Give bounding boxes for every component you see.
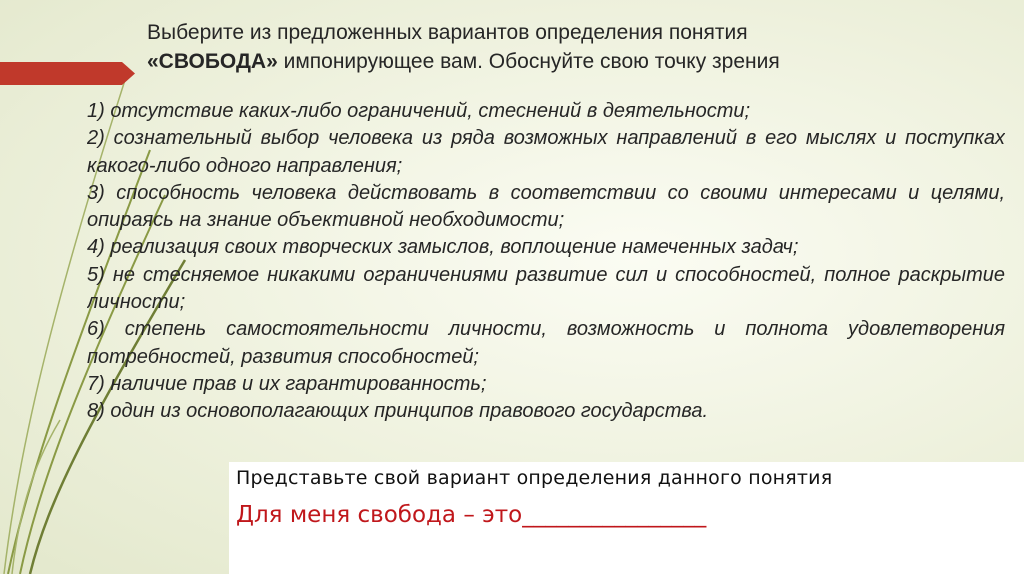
definition-item-1: 1) отсутствие каких-либо ограничений, стеснений в деятельности;	[87, 100, 751, 122]
title-line-1: Выберите из предложенных вариантов определения понятия	[147, 21, 748, 44]
definition-item-2: 2) сознательный выбор человека из ряда возможных направлений в его мыслях и поступках какого-либо одного направления;	[87, 127, 1005, 177]
definition-item-3: 3) способность человека действовать в соответствии со своими интересами и целями, опираясь на знание объективной необходимости;	[87, 181, 1005, 232]
answer-prompt: Представьте свой вариант определения данного понятия	[236, 467, 833, 489]
definition-item-8: 8) один из основополагающих принципов правового государства.	[87, 400, 709, 423]
answer-fill-line: Для меня свобода – это________________	[236, 502, 707, 528]
title-line-2-rest: импонирующее вам. Обоснуйте свою точку зрения	[277, 50, 780, 73]
definitions-list	[87, 98, 1005, 462]
definition-item-4: 4) реализация своих творческих замыслов, воплощение намеченных задач;	[87, 236, 799, 259]
title-keyword: «СВОБОДА»	[147, 50, 278, 73]
red-arrow-bar	[0, 62, 135, 85]
answer-box	[229, 462, 1024, 574]
title-line-2	[147, 47, 1007, 76]
definition-item-6: 6) степень самостоятельности личности, возможность и полнота удовлетворения потребностей, развития способностей;	[87, 318, 1005, 368]
definition-item-7: 7) наличие прав и их гарантированность;	[87, 372, 487, 395]
definition-item-5: 5) не стесняемое никакими ограничениями развитие сил и способностей, полное раскрытие личности;	[87, 263, 1005, 314]
slide-title	[147, 18, 1007, 76]
